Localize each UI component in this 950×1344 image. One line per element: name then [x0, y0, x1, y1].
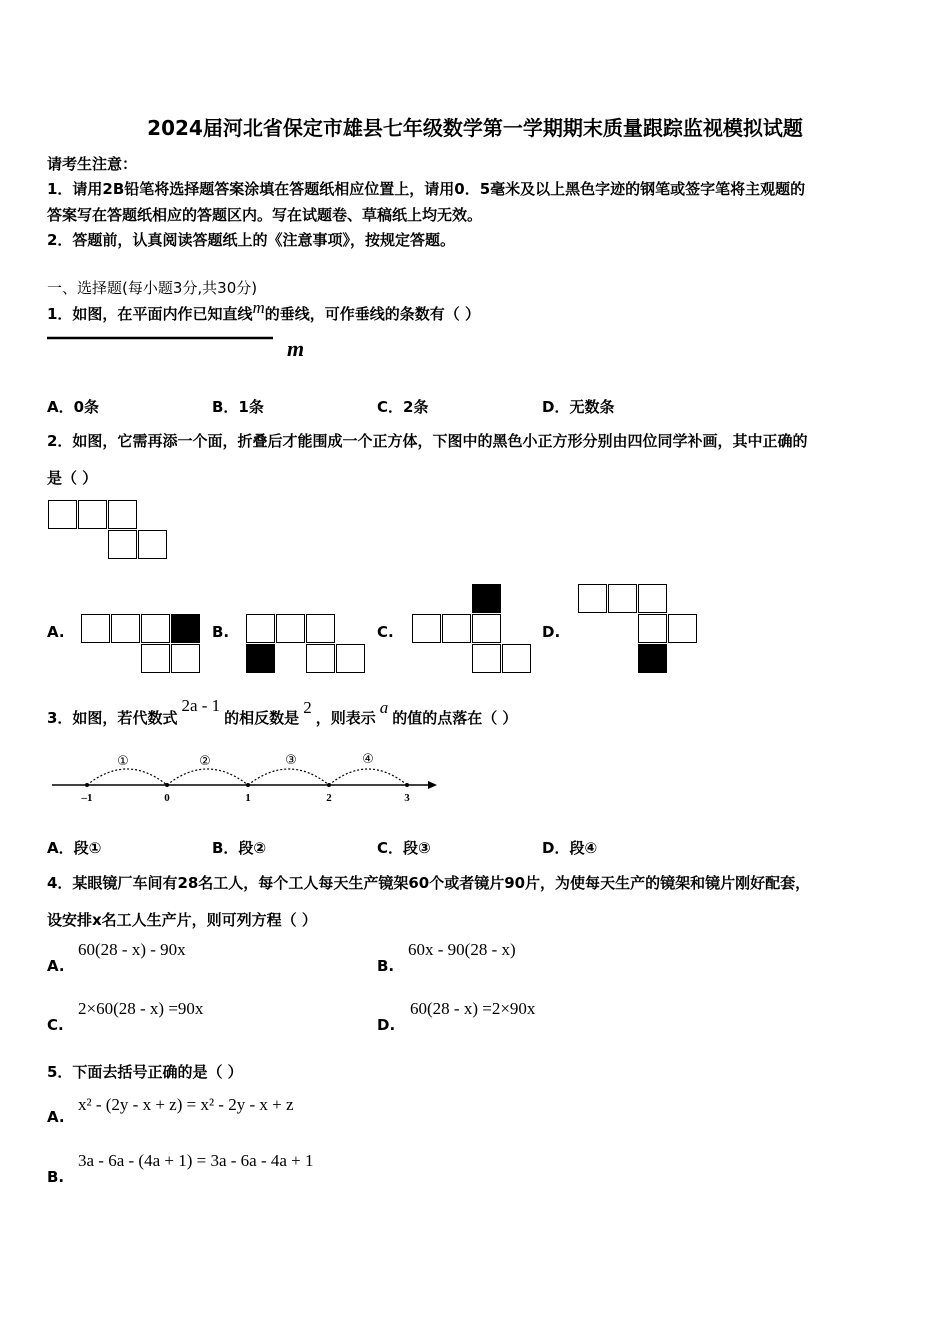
q5-option-b-label[interactable]: B.: [47, 1168, 65, 1186]
net-cell: [108, 530, 137, 559]
net-cell: [171, 644, 200, 673]
tick-label: 3: [404, 792, 410, 804]
segment-arc-4: [329, 769, 407, 785]
number-line-arrow: [428, 781, 437, 789]
net-cell: [668, 614, 697, 643]
q2-option-d-label[interactable]: D.: [542, 623, 561, 641]
added-black-cell: [246, 644, 275, 673]
q1-var: m: [252, 298, 265, 317]
net-cell: [306, 644, 335, 673]
q1-option-a[interactable]: A．0条: [47, 398, 100, 416]
q3-option-c[interactable]: C．段③: [377, 839, 431, 857]
tick-label: 2: [326, 792, 332, 804]
q4-option-d-label[interactable]: D.: [377, 1016, 396, 1034]
q4-option-c-label[interactable]: C.: [47, 1016, 64, 1034]
net-cell: [108, 500, 137, 529]
net-cell: [246, 614, 275, 643]
q5-option-a-expr[interactable]: x² - (2y - x + z) = x² - 2y - x + z: [78, 1095, 294, 1114]
net-cell: [578, 584, 607, 613]
notice-line-1b: 答案写在答题纸相应的答题区内。写在试题卷、草稿纸上均无效。: [47, 206, 483, 224]
q3-stem: [47, 696, 518, 728]
q3-stem-c: ，则表示: [315, 709, 376, 727]
net-cell: [502, 644, 531, 673]
q1-option-b[interactable]: B．1条: [212, 398, 264, 416]
q1-option-c[interactable]: C．2条: [377, 398, 429, 416]
q1-option-d[interactable]: D．无数条: [542, 398, 615, 416]
q4-stem-a: 4．某眼镜厂车间有28名工人，每个工人每天生产镜架60个或者镜片90片，为使每天生产的镜架和镜片刚好配套，: [47, 874, 811, 892]
notice-line-1a: 1．请用2B铅笔将选择题答案涂填在答题纸相应位置上，请用0．5毫米及以上黑色字迹的钢笔或签字笔将主观题的: [47, 180, 806, 198]
segment-label: ②: [199, 754, 211, 769]
q5-option-b-expr[interactable]: 3a - 6a - (4a + 1) = 3a - 6a - 4a + 1: [78, 1151, 314, 1170]
tick-label: 1: [245, 792, 251, 804]
net-cell: [472, 614, 501, 643]
q3-var: a: [379, 698, 389, 717]
net-cell: [412, 614, 441, 643]
page-title: 2024届河北省保定市雄县七年级数学第一学期期末质量跟踪监视模拟试题: [147, 116, 803, 140]
net-cell: [276, 614, 305, 643]
q1-stem: [47, 298, 480, 324]
net-cell: [608, 584, 637, 613]
added-black-cell: [472, 584, 501, 613]
tick-point: [85, 783, 89, 787]
net-cell: [442, 614, 471, 643]
q3-option-d[interactable]: D．段④: [542, 839, 598, 857]
segment-arc-1: [87, 769, 167, 785]
q3-number-line: [47, 745, 447, 810]
q3-stem-b: 的相反数是: [224, 709, 300, 727]
q3-stem-a: 3．如图，若代数式: [47, 709, 178, 727]
q2-stem-b: 是（ ）: [47, 469, 98, 487]
q4-option-b-expr[interactable]: 60x - 90(28 - x): [408, 940, 516, 959]
notice-line-2: 2．答题前，认真阅读答题纸上的《注意事项》，按规定答题。: [47, 231, 455, 249]
section-heading: 一、选择题(每小题3分,共30分): [47, 279, 258, 297]
tick-point: [165, 783, 169, 787]
net-cell: [81, 614, 110, 643]
q2-stem-a: 2．如图，它需再添一个面，折叠后才能围成一个正方体，下图中的黑色小正方形分别由四位同学补画，其中正确的: [47, 432, 808, 450]
q2-option-a-label[interactable]: A.: [47, 623, 65, 641]
net-cell: [138, 530, 167, 559]
notice-heading: 请考生注意：: [47, 155, 138, 173]
q1-stem-b: 的垂线，可作垂线的条数有（ ）: [264, 305, 480, 323]
q2-option-c-label[interactable]: C.: [377, 623, 394, 641]
number-line-arcs: [87, 769, 407, 785]
segment-label: ①: [117, 754, 129, 769]
net-cell: [472, 644, 501, 673]
segment-label: ③: [285, 753, 297, 768]
q1-line-label: m: [287, 336, 305, 361]
q3-option-a[interactable]: A．段①: [47, 839, 102, 857]
net-cell: [336, 644, 365, 673]
q4-stem-b: 设安排x名工人生产片，则可列方程（ ）: [47, 911, 317, 929]
q4-option-a-label[interactable]: A.: [47, 957, 65, 975]
net-cell: [141, 644, 170, 673]
net-cell: [111, 614, 140, 643]
q5-option-a-label[interactable]: A.: [47, 1108, 65, 1126]
q4-option-c-expr[interactable]: 2×60(28 - x) =90x: [78, 999, 204, 1018]
tick-label: –1: [81, 792, 93, 804]
net-cell: [141, 614, 170, 643]
added-black-cell: [638, 644, 667, 673]
q1-stem-a: 1．如图，在平面内作已知直线: [47, 305, 253, 323]
net-cell: [48, 500, 77, 529]
net-cell: [306, 614, 335, 643]
tick-point: [327, 783, 331, 787]
net-cell: [78, 500, 107, 529]
added-black-cell: [171, 614, 200, 643]
net-cell: [638, 584, 667, 613]
q1-line-figure: [47, 330, 327, 370]
tick-point: [405, 783, 409, 787]
q4-option-a-expr[interactable]: 60(28 - x) - 90x: [78, 940, 186, 959]
segment-arc-3: [248, 769, 329, 785]
tick-point: [246, 783, 250, 787]
q3-option-b[interactable]: B．段②: [212, 839, 267, 857]
tick-label: 0: [164, 792, 170, 804]
q2-option-b-label[interactable]: B.: [212, 623, 230, 641]
q3-stem-d: 的值的点落在（ ）: [392, 709, 518, 727]
q4-option-b-label[interactable]: B.: [377, 957, 395, 975]
q5-stem: 5．下面去括号正确的是（ ）: [47, 1063, 243, 1081]
segment-label: ④: [362, 752, 374, 767]
segment-arc-2: [167, 769, 248, 785]
q3-num: 2: [303, 698, 312, 717]
q3-expr: 2a - 1: [181, 696, 221, 715]
q4-option-d-expr[interactable]: 60(28 - x) =2×90x: [410, 999, 536, 1018]
net-cell: [638, 614, 667, 643]
